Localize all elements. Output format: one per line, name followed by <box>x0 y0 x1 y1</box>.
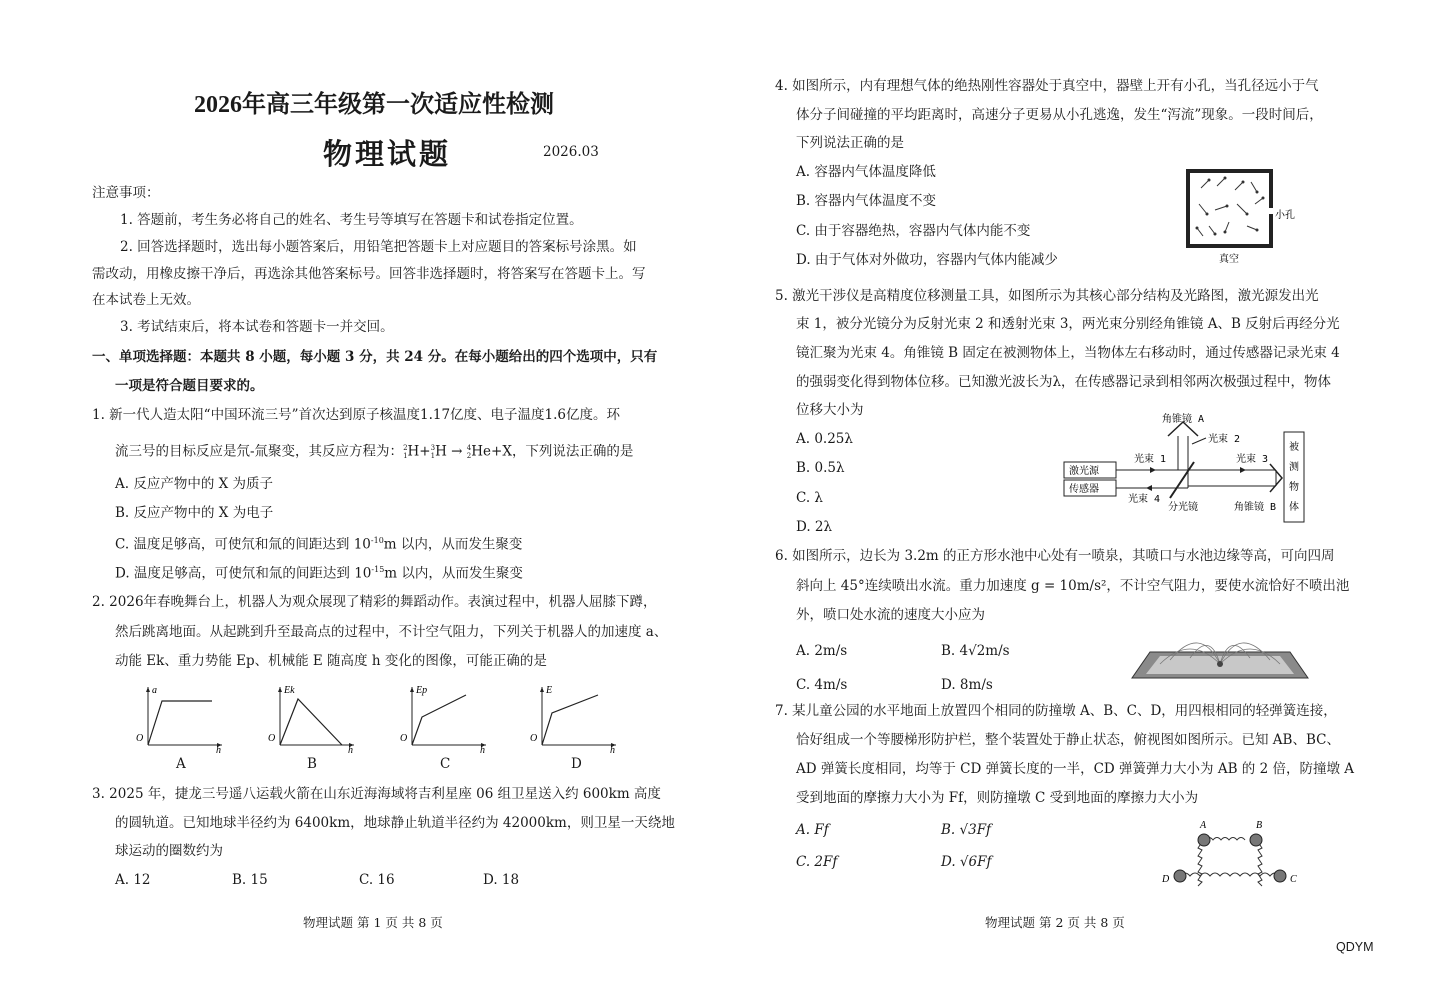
q7-stem-line2: 恰好组成一个等腰梯形防护栏，整个装置处于静止状态，俯视图如图所示。已知 AB、BC、 <box>796 732 1340 748</box>
q5-option-c: C. λ <box>796 490 823 506</box>
q3-option-d: D. 18 <box>483 872 520 888</box>
graph-c-origin: O <box>400 733 408 744</box>
q5-stem: 5. 激光干涉仪是高精度位移测量工具，如图所示为其核心部分结构及光路图，激光源发出光 <box>775 288 1319 304</box>
graph-a-caption: A <box>176 756 186 772</box>
q4-option-d: D. 由于气体对外做功，容器内气体内能减少 <box>796 252 1058 268</box>
pier-d-label: D <box>1162 874 1170 885</box>
q4-container-diagram <box>1185 168 1305 264</box>
graph-a-xlabel: h <box>216 745 221 756</box>
q3-stem-line3: 球运动的圈数约为 <box>115 843 223 859</box>
q6-stem: 6. 如图所示，边长为 3.2m 的正方形水池中心处有一喷泉，其喷口与水池边缘等高，可向四周 <box>775 548 1335 564</box>
q5-stem-line3: 镜汇聚为光束 4。角锥镜 B 固定在被测物体上，当物体左右移动时，通过传感器记录光束 4 <box>796 345 1340 361</box>
q7-option-d: D. √6Ff <box>941 854 992 870</box>
graph-a <box>130 683 230 755</box>
q3-option-c: C. 16 <box>359 872 395 888</box>
notice-item: 在本试卷上无效。 <box>92 292 200 308</box>
q3-stem: 3. 2025 年，捷龙三号遥八运载火箭在山东近海海域将吉利星座 06 组卫星送入约 600km 高度 <box>92 786 661 802</box>
q3-option-a: A. 12 <box>115 872 151 888</box>
section-heading: 一、单项选择题：本题共 8 小题，每小题 3 分，共 24 分。在每小题给出的四个选项中，只有 <box>92 349 658 365</box>
q7-option-c: C. 2Ff <box>796 854 838 870</box>
footer-code: QDYM <box>1336 940 1374 954</box>
graph-b-ylabel: Ek <box>284 685 295 696</box>
mirror-b-label: 角锥镜 B <box>1234 502 1277 513</box>
notice-item: 需改动，用橡皮擦干净后，再选涂其他答案标号。回答非选择题时，将答案写在答题卡上。写 <box>92 266 646 282</box>
graph-c <box>394 683 494 755</box>
q1-option-c: C. 温度足够高，可使氘和氚的间距达到 $10^{-10}m$ 以内，从而发生聚变 <box>115 536 523 553</box>
q5-stem-line2: 束 1，被分光镜分为反射光束 2 和透射光束 3，两光束分别经角锥镜 A、B 反射后再经分光 <box>796 316 1340 332</box>
graph-d-ylabel: E <box>546 685 553 696</box>
vacuum-label: 真空 <box>1219 254 1239 265</box>
graph-b <box>262 683 362 755</box>
beam2-label: 光束 2 <box>1208 434 1241 445</box>
q6-fountain-image <box>1130 624 1310 684</box>
gas-molecule-arrows <box>1197 178 1263 236</box>
beam3-label: 光束 3 <box>1236 454 1269 465</box>
hole-label: 小孔 <box>1275 210 1295 221</box>
q5-stem-line4: 的强弱变化得到物体位移。已知激光波长为λ，在传感器记录到相邻两次极强过程中，物体 <box>796 374 1332 390</box>
q1-option-b: B. 反应产物中的 X 为电子 <box>115 505 274 521</box>
object-label-char: 物 <box>1289 482 1299 493</box>
q6-option-a: A. 2m/s <box>796 643 848 659</box>
graph-a-origin: O <box>136 733 144 744</box>
exam-date: 2026.03 <box>543 144 599 160</box>
graph-d-caption: D <box>571 756 582 772</box>
q6-option-c: C. 4m/s <box>796 677 848 693</box>
q6-option-d: D. 8m/s <box>941 677 993 693</box>
graph-b-caption: B <box>307 756 317 772</box>
footer-page-right: 物理试题 第 2 页 共 8 页 <box>985 915 1125 930</box>
pier-b-label: B <box>1256 820 1263 831</box>
notice-item: 2. 回答选择题时，选出每小题答案后，用铅笔把答题卡上对应题目的答案标号涂黑。如 <box>120 239 637 255</box>
graph-d-origin: O <box>530 733 538 744</box>
object-label-char: 体 <box>1289 502 1299 513</box>
q7-stem-line4: 受到地面的摩擦力大小为 Ff，则防撞墩 C 受到地面的摩擦力大小为 <box>796 790 1199 806</box>
q3-option-b: B. 15 <box>232 872 268 888</box>
q7-trapezoid-diagram <box>1160 816 1300 888</box>
q5-option-d: D. 2λ <box>796 519 833 535</box>
beam1-label: 光束 1 <box>1134 454 1167 465</box>
subject-title: 物理试题 <box>323 139 452 171</box>
q7-stem: 7. 某儿童公园的水平地面上放置四个相同的防撞墩 A、B、C、D，用四根相同的轻弹簧连接， <box>775 703 1337 719</box>
q2-stem: 2. 2026年春晚舞台上，机器人为观众展现了精彩的舞蹈动作。表演过程中，机器人屈膝下蹲， <box>92 594 657 610</box>
object-label-char: 被 <box>1289 442 1299 453</box>
graph-d-xlabel: h <box>610 745 615 756</box>
graph-c-xlabel: h <box>480 745 485 756</box>
mirror-a-label: 角锥镜 A <box>1162 414 1205 425</box>
q7-option-a: A. Ff <box>796 822 829 838</box>
q5-stem-line5: 位移大小为 <box>796 402 864 418</box>
q1-stem: 1. 新一代人造太阳“中国环流三号”首次达到原子核温度1.17亿度、电子温度1.6亿度。环 <box>92 407 621 423</box>
q1-option-a: A. 反应产物中的 X 为质子 <box>115 476 274 492</box>
q4-stem: 4. 如图所示，内有理想气体的绝热刚性容器处于真空中，器壁上开有小孔，当孔径远小于气 <box>775 78 1319 94</box>
pier-c-label: C <box>1290 874 1297 885</box>
q4-option-a: A. 容器内气体温度降低 <box>796 164 936 180</box>
graph-a-ylabel: a <box>152 685 157 696</box>
notice-item: 3. 考试结束后，将本试卷和答题卡一并交回。 <box>120 319 394 335</box>
laser-source-label: 激光源 <box>1069 466 1099 477</box>
q2-stem-line2: 然后跳离地面。从起跳到升至最高点的过程中，不计空气阻力，下列关于机器人的加速度 a、 <box>115 624 668 640</box>
object-label-char: 测 <box>1289 462 1299 473</box>
beam4-label: 光束 4 <box>1128 494 1161 505</box>
footer-page-left: 物理试题 第 1 页 共 8 页 <box>303 915 443 930</box>
q4-option-c: C. 由于容器绝热，容器内气体内能不变 <box>796 223 1031 239</box>
exam-title: 2026年高三年级第一次适应性检测 <box>194 92 554 118</box>
q1-stem-line2: 流三号的目标反应是氘-氚聚变，其反应方程为：2 1H+3 1H → 4 2He+X，下列说法正确的是 <box>115 443 634 460</box>
q2-stem-line3: 动能 Ek、重力势能 Ep、机械能 E 随高度 h 变化的图像，可能正确的是 <box>115 653 547 669</box>
sensor-label: 传感器 <box>1069 484 1099 495</box>
q7-option-b: B. √3Ff <box>941 822 992 838</box>
graph-d <box>524 683 624 755</box>
q7-stem-line3: AD 弹簧长度相同，均等于 CD 弹簧长度的一半，CD 弹簧弹力大小为 AB 的 2 倍，防撞墩 A <box>796 761 1355 777</box>
graph-b-xlabel: h <box>348 745 353 756</box>
graph-b-origin: O <box>268 733 276 744</box>
pier-a-label: A <box>1200 820 1207 831</box>
splitter-label: 分光镜 <box>1168 502 1198 513</box>
q5-option-b: B. 0.5λ <box>796 460 845 476</box>
q4-stem-line2: 体分子间碰撞的平均距离时，高速分子更易从小孔逃逸，发生“泻流”现象。一段时间后， <box>796 107 1323 123</box>
notice-heading: 注意事项： <box>92 185 160 201</box>
section-heading-cont: 一项是符合题目要求的。 <box>115 378 264 394</box>
q4-option-b: B. 容器内气体温度不变 <box>796 193 937 209</box>
notice-item: 1. 答题前，考生务必将自己的姓名、考生号等填写在答题卡和试卷指定位置。 <box>120 212 583 228</box>
q6-stem-line2: 斜向上 45°连续喷出水流。重力加速度 g = 10m/s²，不计空气阻力，要使水流恰好不喷出池 <box>796 578 1350 594</box>
q5-interferometer-diagram <box>1060 412 1310 524</box>
q6-stem-line3: 外，喷口处水流的速度大小应为 <box>796 607 985 623</box>
q1-option-d: D. 温度足够高，可使氘和氚的间距达到 $10^{-15}m$ 以内，从而发生聚变 <box>115 565 523 582</box>
q5-option-a: A. 0.25λ <box>796 431 853 447</box>
graph-c-caption: C <box>440 756 451 772</box>
q4-stem-line3: 下列说法正确的是 <box>796 135 904 151</box>
graph-c-ylabel: Ep <box>416 685 428 696</box>
q3-stem-line2: 的圆轨道。已知地球半径约为 6400km，地球静止轨道半径约为 42000km，则卫星一天绕地 <box>115 815 675 831</box>
q6-option-b: B. 4√2m/s <box>941 643 1010 659</box>
